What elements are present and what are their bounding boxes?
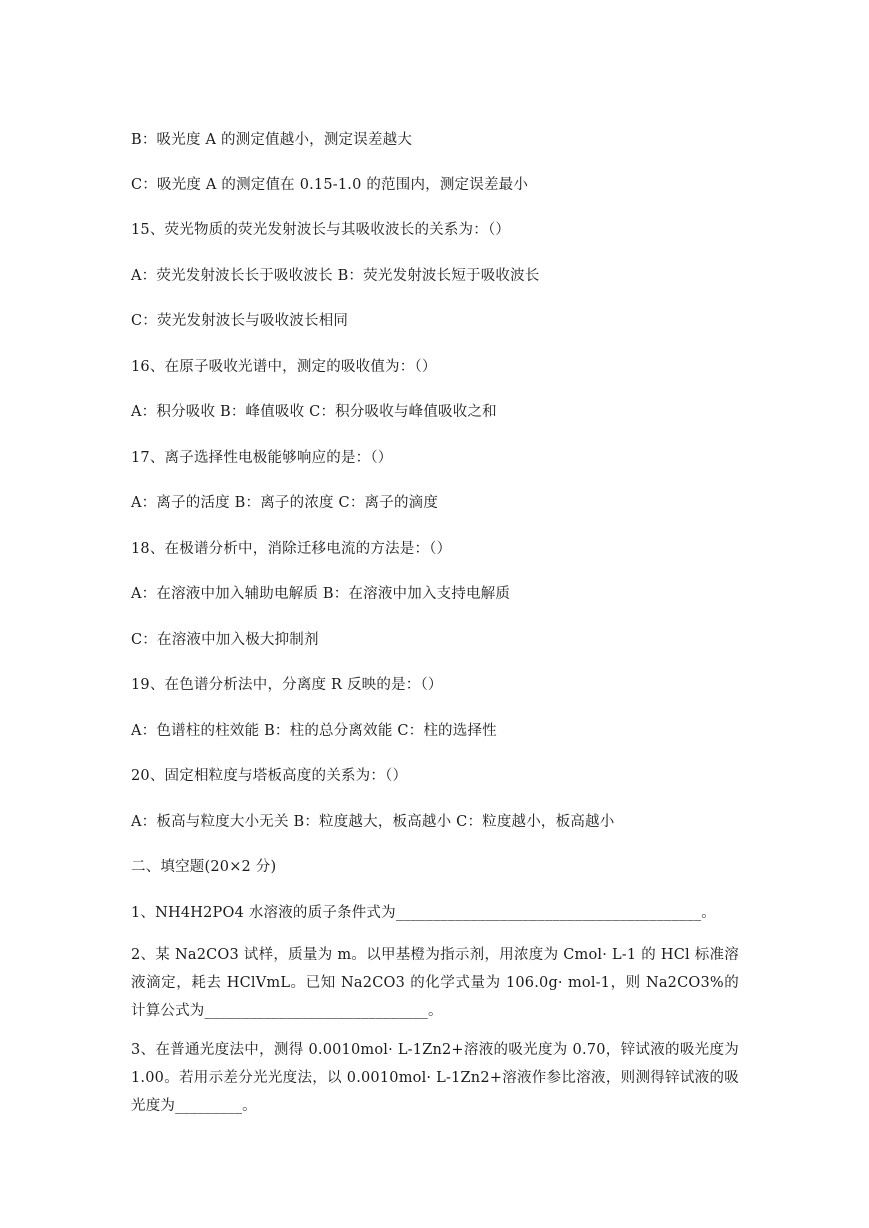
option-c-14: C：吸光度 A 的测定值在 0.15-1.0 的范围内，测定误差最小 (131, 177, 529, 193)
fill-question-1: 1、NH4H2PO4 水溶液的质子条件式为_________________________________________。 (131, 905, 716, 921)
question-19: 19、在色谱分析法中，分离度 R 反映的是：（） (131, 677, 443, 693)
question-20: 20、固定相粒度与塔板高度的关系为：（） (131, 768, 408, 784)
fill-question-2: 2、某 Na2CO3 试样，质量为 m。以甲基橙为指示剂，用浓度为 Cmol· L-1 的 HCl 标准溶液滴定，耗去 HClVmL。已知 Na2CO3 的化学式量为 106.0g· mol-1，则 Na2CO3%的计算公式为______________________________。 (131, 947, 739, 1019)
question-16: 16、在原子吸收光谱中，测定的吸收值为：（） (131, 359, 437, 375)
options-15-ab: A：荧光发射波长长于吸收波长 B：荧光发射波长短于吸收波长 (131, 268, 540, 284)
question-17: 17、离子选择性电极能够响应的是：（） (131, 450, 393, 466)
options-16: A：积分吸收 B：峰值吸收 C：积分吸收与峰值吸收之和 (131, 404, 497, 420)
options-18-c: C：在溶液中加入极大抑制剂 (131, 632, 319, 648)
question-15: 15、荧光物质的荧光发射波长与其吸收波长的关系为：（） (131, 222, 511, 238)
fill-question-3: 3、在普通光度法中，测得 0.0010mol· L-1Zn2+溶液的吸光度为 0.70，锌试液的吸光度为 1.00。若用示差分光光度法，以 0.0010mol· L-1Zn2+溶液作参比溶液，则测得锌试液的吸光度为_________。 (131, 1042, 739, 1114)
options-20: A：板高与粒度大小无关 B：粒度越大，板高越小 C：粒度越小，板高越小 (131, 814, 615, 830)
options-17: A：离子的活度 B：离子的浓度 C：离子的滴度 (131, 495, 439, 511)
options-19: A：色谱柱的柱效能 B：柱的总分离效能 C：柱的选择性 (131, 723, 497, 739)
section-heading: 二、填空题(20×2 分) (131, 859, 277, 875)
options-18-ab: A：在溶液中加入辅助电解质 B：在溶液中加入支持电解质 (131, 586, 511, 602)
question-18: 18、在极谱分析中，消除迁移电流的方法是：（） (131, 541, 452, 557)
option-b-14: B：吸光度 A 的测定值越小，测定误差越大 (131, 132, 413, 148)
options-15-c: C：荧光发射波长与吸收波长相同 (131, 313, 349, 329)
